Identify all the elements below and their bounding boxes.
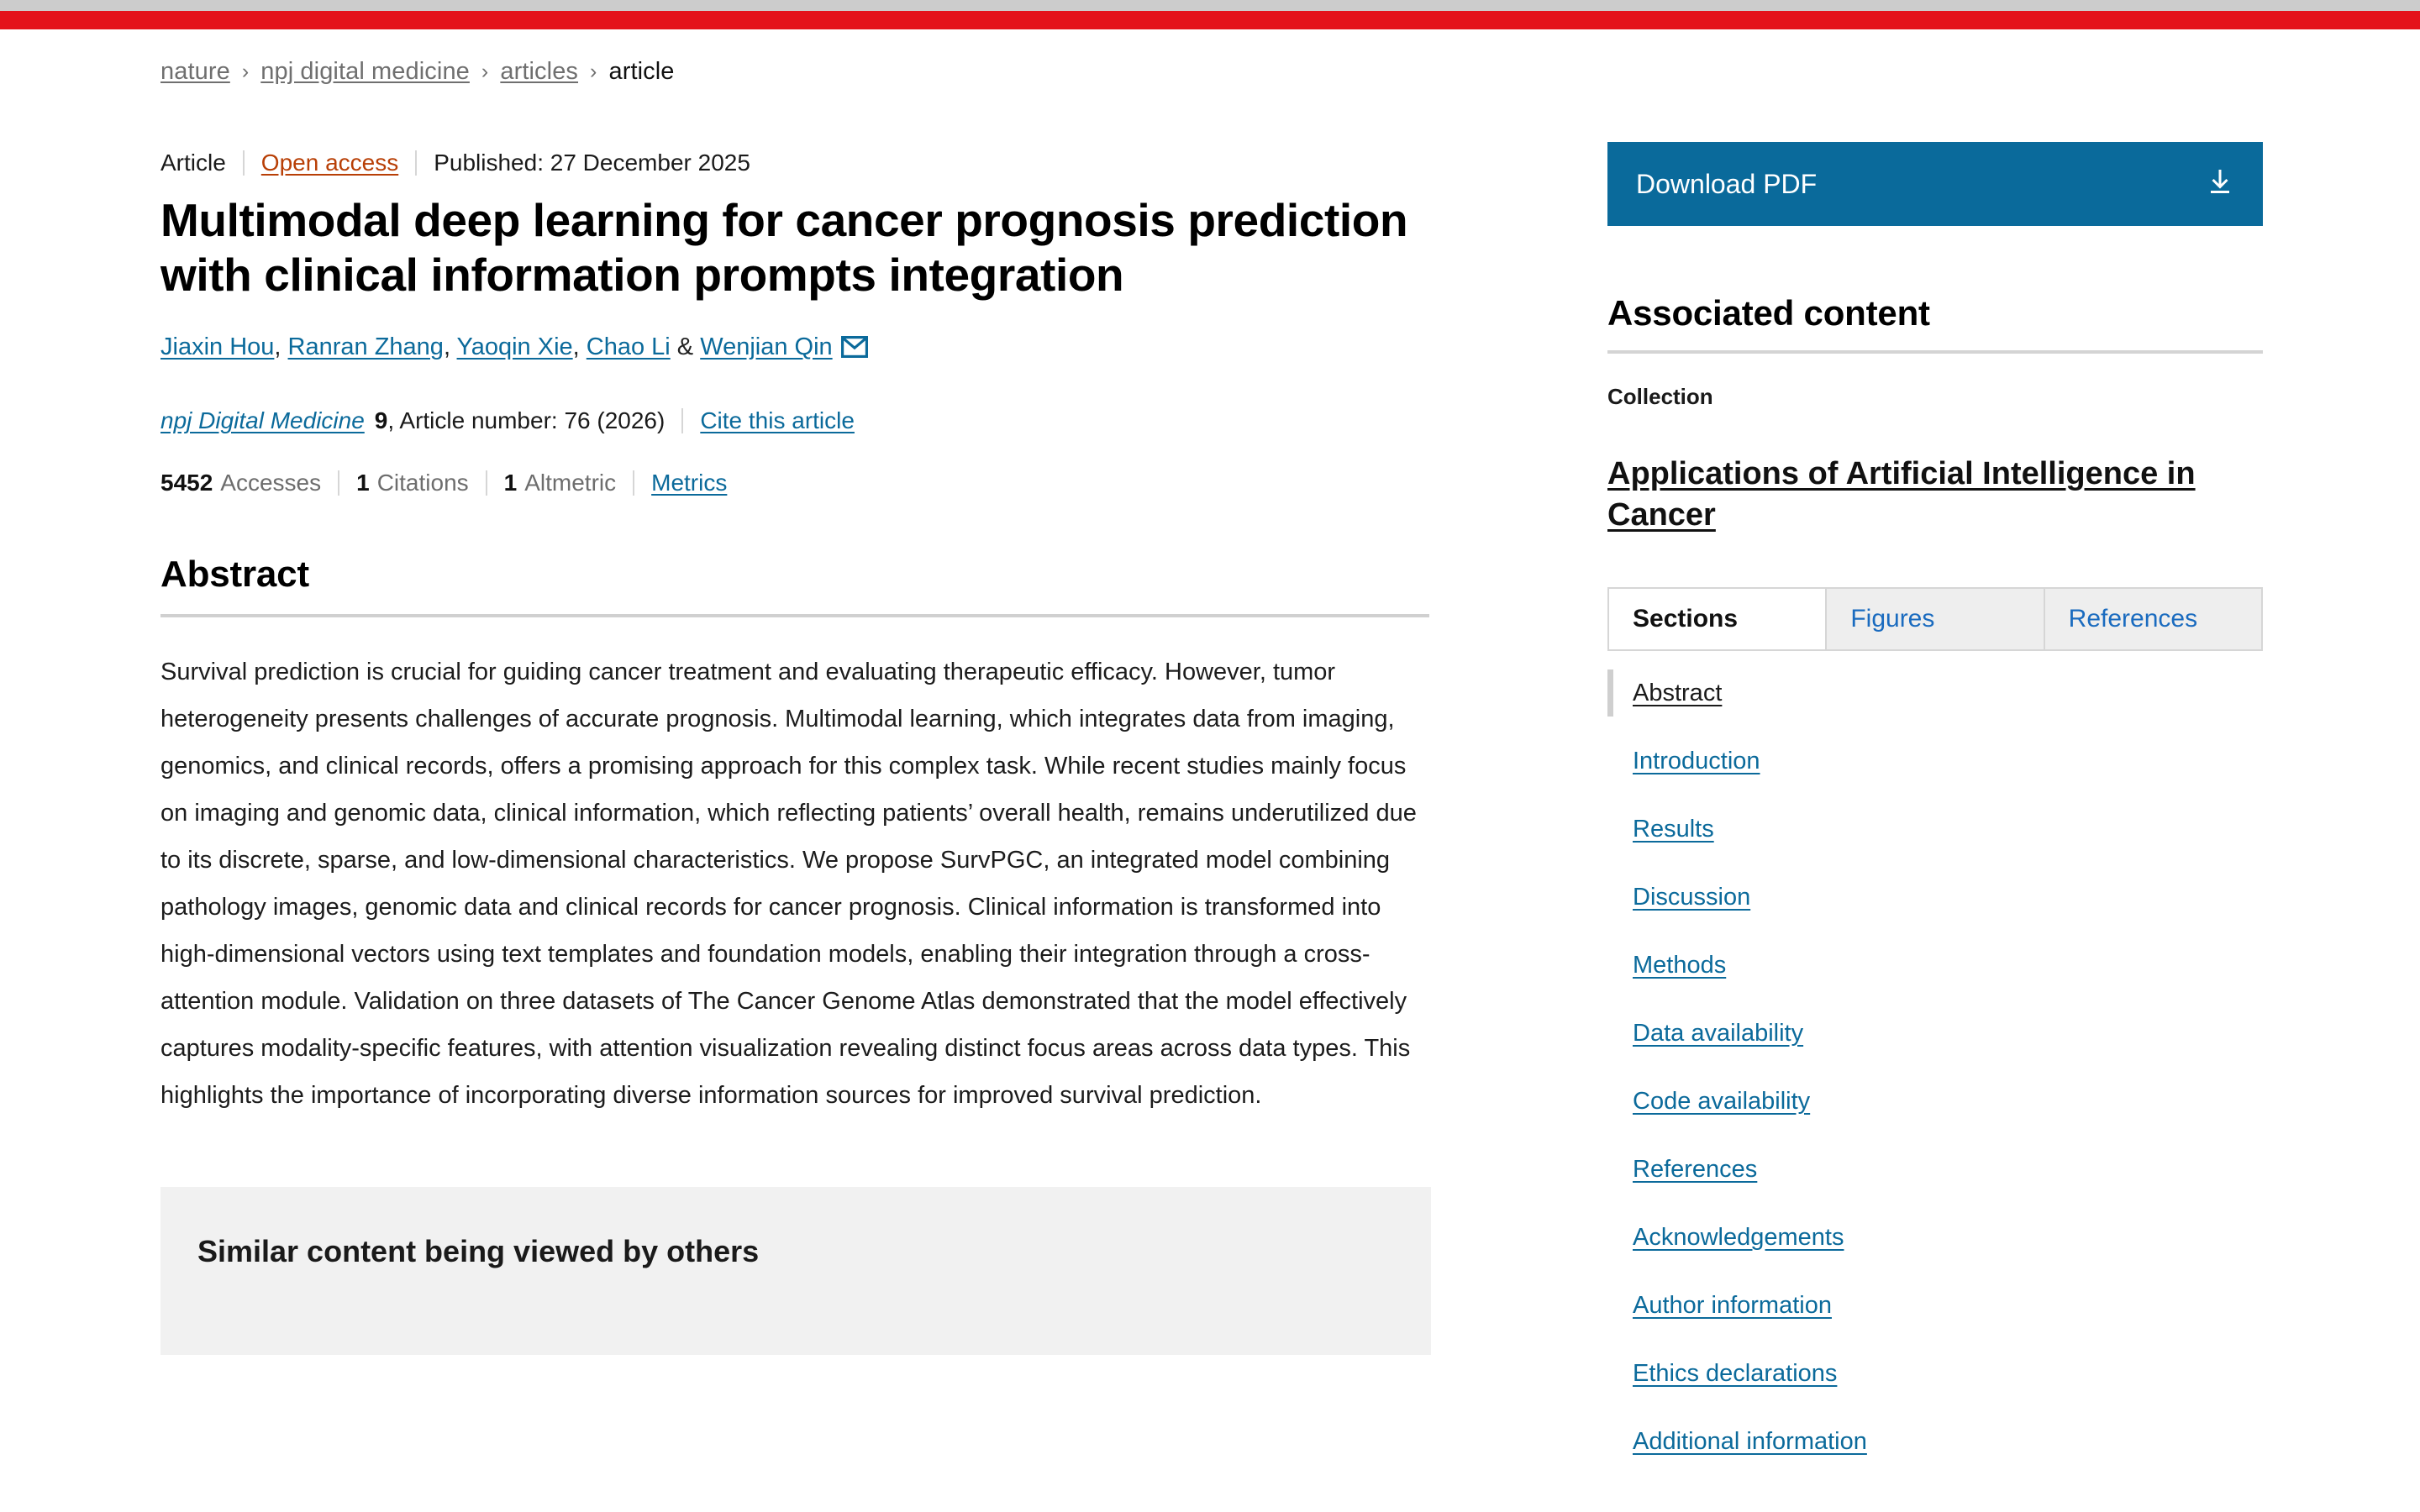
sidebar-item-label[interactable]: Ethics declarations bbox=[1633, 1360, 1838, 1388]
sidebar-item-additional-information[interactable] bbox=[1607, 1430, 2263, 1454]
journal-volume: 9 bbox=[374, 407, 388, 434]
associated-content-divider bbox=[1607, 350, 2263, 354]
sidebar-item-label[interactable]: Discussion bbox=[1633, 884, 1751, 911]
sidebar-item-label[interactable]: Code availability bbox=[1633, 1088, 1811, 1116]
breadcrumb-item-articles[interactable]: articles bbox=[500, 58, 579, 85]
accesses-label: Accesses bbox=[220, 470, 322, 496]
sidebar-item-code-availability[interactable] bbox=[1607, 1089, 2263, 1114]
nature-brand-bar bbox=[0, 11, 2420, 29]
sidebar-item-label[interactable]: Data availability bbox=[1633, 1020, 1804, 1047]
tab-sections[interactable]: Sections bbox=[1609, 589, 1827, 649]
tab-references[interactable]: References bbox=[2045, 589, 2261, 649]
breadcrumb-item-article: article bbox=[608, 58, 675, 85]
author-separator: & bbox=[670, 333, 701, 360]
altmetric-label: Altmetric bbox=[524, 470, 617, 496]
sidebar-item-methods[interactable] bbox=[1607, 953, 2263, 978]
sidebar-item-label[interactable]: Abstract bbox=[1633, 680, 1723, 707]
meta-divider bbox=[338, 470, 339, 496]
abstract-text: Survival prediction is crucial for guiding cancer treatment and evaluating therapeutic efficacy. However, tumor heterogeneity presents challenges of accurate prognosis. Multimodal learning, which integrates data from imaging, genomics, and clinical records, offers a promising approach for this complex task. While recent studies mainly focus on imaging and genomic data, clinical information, which reflecting patients’ overall health, remains underutilized due to its discrete, sparse, and low-dimensional characteristics. We propose SurvPGC, an integrated model combining pathology images, genomic data and clinical records for cancer prognosis. Clinical information is transformed into high-dimensional vectors using text templates and foundation models, enabling their integration through a cross-attention module. Validation on three datasets of The Cancer Genome Atlas demonstrated that the model effectively captures modality-specific features, with attention visualization revealing distinct focus areas across data types. This highlights the importance of incorporating diverse information sources for improved survival prediction. bbox=[160, 659, 1417, 1109]
accesses-count: 5452 bbox=[160, 470, 213, 496]
breadcrumb-separator-icon: › bbox=[241, 60, 250, 83]
metrics-link[interactable]: Metrics bbox=[651, 470, 728, 496]
journal-name-link[interactable]: npj Digital Medicine bbox=[160, 407, 365, 434]
article-number: , Article number: 76 (2026) bbox=[387, 407, 666, 434]
author-separator: , bbox=[572, 333, 587, 360]
sidebar-item-introduction[interactable] bbox=[1607, 749, 2263, 774]
sidebar-item-references[interactable] bbox=[1607, 1158, 2263, 1182]
sidebar-item-label[interactable]: Results bbox=[1633, 816, 1714, 843]
sidebar-item-results[interactable] bbox=[1607, 817, 2263, 842]
meta-divider bbox=[681, 408, 683, 433]
associated-content-heading: Associated content bbox=[1607, 293, 1930, 333]
download-pdf-label: Download PDF bbox=[1636, 168, 1818, 199]
abstract-divider bbox=[160, 614, 1429, 617]
author-link-2[interactable]: Ranran Zhang bbox=[287, 333, 444, 360]
sidebar-item-data-availability[interactable] bbox=[1607, 1021, 2263, 1046]
page-title: Multimodal deep learning for cancer prognosis prediction with clinical information prompts integration bbox=[160, 194, 1408, 301]
author-separator: , bbox=[443, 333, 457, 360]
published-date: Published: 27 December 2025 bbox=[434, 150, 750, 176]
sidebar bbox=[1607, 58, 2263, 1498]
similar-content-panel bbox=[160, 1187, 1431, 1355]
sidebar-tabs bbox=[1607, 587, 2263, 651]
breadcrumb-separator-icon: › bbox=[481, 60, 489, 83]
meta-divider bbox=[486, 470, 487, 496]
sidebar-item-discussion[interactable] bbox=[1607, 885, 2263, 910]
author-separator: , bbox=[274, 333, 288, 360]
sidebar-item-acknowledgements[interactable] bbox=[1607, 1226, 2263, 1250]
author-link-3[interactable]: Yaoqin Xie bbox=[456, 333, 573, 360]
open-access-link[interactable]: Open access bbox=[260, 150, 399, 176]
breadcrumb bbox=[160, 58, 1431, 86]
main-content-column bbox=[160, 58, 1431, 1355]
article-metrics bbox=[160, 470, 1431, 496]
content-row bbox=[0, 29, 2420, 1498]
author-link-5[interactable]: Wenjian Qin bbox=[700, 333, 833, 360]
author-link-1[interactable]: Jiaxin Hou bbox=[160, 333, 275, 360]
sidebar-item-label[interactable]: References bbox=[1633, 1156, 1758, 1184]
sidebar-item-label[interactable]: Additional information bbox=[1633, 1428, 1867, 1456]
sidebar-item-label[interactable]: Acknowledgements bbox=[1633, 1224, 1844, 1252]
page-shell bbox=[0, 29, 2420, 1498]
author-list bbox=[160, 329, 1431, 370]
sidebar-item-label[interactable]: Methods bbox=[1633, 952, 1727, 979]
article-meta-line bbox=[160, 150, 1431, 176]
similar-content-heading: Similar content being viewed by others bbox=[197, 1233, 760, 1268]
sidebar-item-label[interactable]: Author information bbox=[1633, 1292, 1832, 1320]
sidebar-item-author-information[interactable] bbox=[1607, 1294, 2263, 1318]
author-link-4[interactable]: Chao Li bbox=[586, 333, 671, 360]
citations-label: Citations bbox=[376, 470, 469, 496]
sidebar-item-abstract[interactable] bbox=[1607, 681, 2263, 706]
sidebar-item-label[interactable]: Introduction bbox=[1633, 748, 1760, 775]
citations-count: 1 bbox=[356, 470, 370, 496]
cite-this-article-link[interactable]: Cite this article bbox=[700, 407, 855, 434]
download-icon bbox=[2206, 167, 2234, 201]
breadcrumb-item-nature[interactable]: nature bbox=[160, 58, 230, 85]
tab-figures[interactable]: Figures bbox=[1827, 589, 2044, 649]
download-pdf-button[interactable] bbox=[1607, 142, 2263, 226]
meta-divider bbox=[633, 470, 634, 496]
sidebar-item-ethics-declarations[interactable] bbox=[1607, 1362, 2263, 1386]
meta-divider bbox=[415, 150, 417, 176]
collection-label: Collection bbox=[1607, 384, 1713, 409]
browser-chrome-strip bbox=[0, 0, 2420, 11]
article-type-label: Article bbox=[160, 150, 226, 176]
envelope-icon[interactable] bbox=[841, 333, 868, 370]
meta-divider bbox=[243, 150, 245, 176]
breadcrumb-separator-icon: › bbox=[590, 60, 597, 83]
breadcrumb-item-npj-digital-medicine[interactable]: npj digital medicine bbox=[260, 58, 470, 85]
journal-citation bbox=[160, 407, 1431, 434]
sections-nav bbox=[1607, 681, 2263, 1454]
collection-link[interactable]: Applications of Artificial Intelligence in Cancer bbox=[1607, 456, 2196, 533]
abstract-heading: Abstract bbox=[160, 554, 309, 596]
altmetric-count: 1 bbox=[503, 470, 518, 496]
